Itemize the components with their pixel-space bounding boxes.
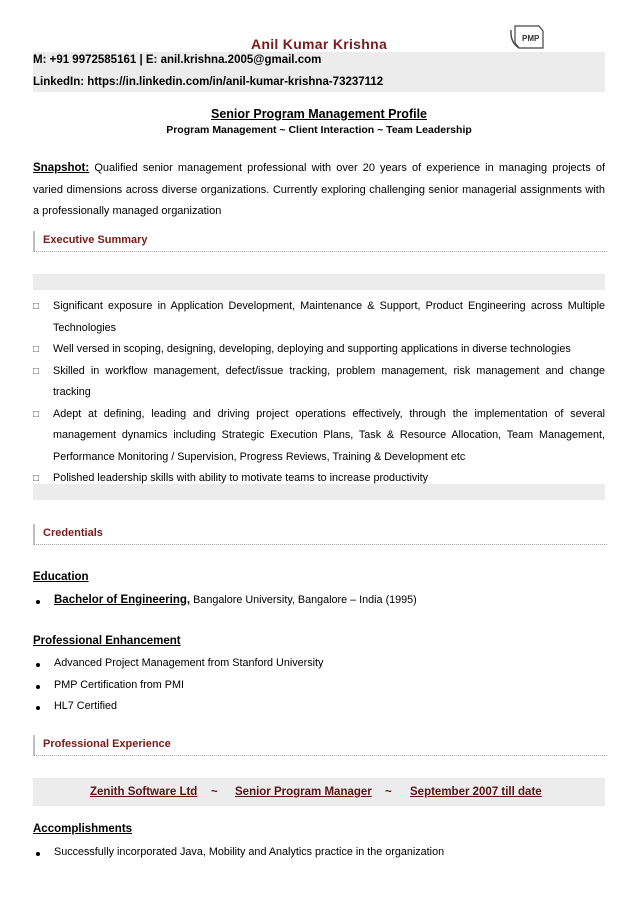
job-period: September 2007 till date (410, 786, 542, 798)
section-header-executive-summary (33, 231, 607, 252)
list-item: □ Well versed in scoping, designing, developing, deploying and supporting applications in diverse technologies (33, 339, 605, 361)
list-item: □ Polished leadership skills with ability to motivate teams to increase productivity (33, 468, 605, 490)
list-item: □ Adept at defining, leading and driving project operations effectively, through the implementation of several management dynamics including Strategic Execution Plans, Task & Resource Allocation, Team Management, Performance Monitoring / Supervision, Progress Reviews, Training & Development etc (33, 404, 605, 469)
bullet-icon: □ (33, 408, 40, 420)
divider-bar (33, 484, 605, 500)
degree: Bachelor of Engineering, (54, 594, 191, 606)
section-header-professional-experience (33, 735, 607, 756)
candidate-name: Anil Kumar Krishna (250, 36, 388, 52)
list-item: HL7 Certified (54, 700, 118, 712)
list-item: Successfully incorporated Java, Mobility and Analytics practice in the organization (54, 846, 445, 858)
bullet-icon: □ (33, 473, 40, 484)
separator: ~ (385, 786, 392, 798)
bullet-icon: □ (33, 365, 40, 377)
contact-block (33, 52, 605, 92)
snapshot-text: Qualified senior management professional with over 20 years of experience in managing projects of varied dimensions across diverse organizations. Currently exploring challenging senior managerial assignments with a professionally managed organization (33, 162, 605, 217)
list-item: □ Significant exposure in Application Development, Maintenance & Support, Product Engineering across Multiple Technologies (33, 296, 605, 339)
list-item: □ Skilled in workflow management, defect/issue tracking, problem management, risk management and change tracking (33, 361, 605, 404)
section-title: Professional Experience (43, 738, 171, 750)
bullet-icon: □ (33, 344, 40, 355)
list-item: PMP Certification from PMI (54, 679, 184, 691)
executive-summary-list (33, 296, 605, 490)
pmp-logo-icon (509, 22, 547, 52)
contact-line[interactable]: M: +91 9972585161 | E: anil.krishna.2005@gmail.com (33, 54, 322, 66)
enhancement-heading: Professional Enhancement (33, 635, 181, 647)
bullet-icon (36, 663, 40, 667)
bullet-icon (36, 600, 40, 604)
accomplishments-heading: Accomplishments (33, 823, 133, 835)
education-item (54, 594, 417, 606)
section-title: Executive Summary (43, 234, 148, 246)
university: Bangalore University, Bangalore – India (1995) (190, 594, 417, 606)
profile-title: Senior Program Management Profile (210, 107, 428, 121)
separator: ~ (211, 786, 218, 798)
company-name: Zenith Software Ltd (90, 786, 198, 798)
bullet-icon (36, 685, 40, 689)
bullet-icon: □ (33, 301, 40, 312)
bullet-icon (36, 852, 40, 856)
linkedin-link[interactable]: LinkedIn: https://in.linkedin.com/in/anil-kumar-krishna-73237112 (33, 76, 384, 88)
bullet-icon (36, 706, 40, 710)
job-header (33, 778, 605, 806)
profile-subtitle: Program Management ~ Client Interaction ~ Team Leadership (166, 124, 472, 136)
pmp-logo-text: PMP (522, 34, 540, 43)
section-title: Credentials (43, 527, 103, 539)
education-heading: Education (33, 571, 89, 583)
job-role: Senior Program Manager (235, 786, 372, 798)
snapshot-label: Snapshot: (33, 162, 90, 174)
divider-bar (33, 274, 605, 290)
snapshot-paragraph (33, 158, 605, 223)
section-header-credentials (33, 524, 607, 545)
list-item: Advanced Project Management from Stanford University (54, 657, 324, 669)
